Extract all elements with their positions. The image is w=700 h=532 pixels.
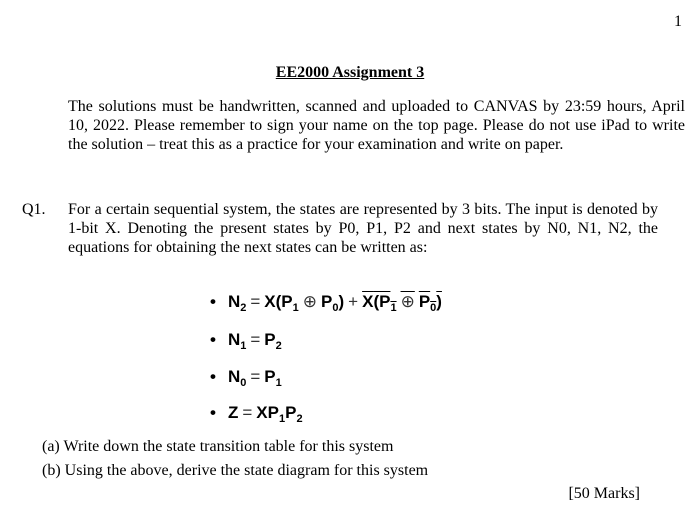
eq-sub: 1: [278, 413, 286, 425]
eq-sign: =: [250, 292, 261, 311]
xor-symbol: ⊕: [400, 292, 415, 311]
part-label: (b): [42, 462, 61, 479]
eq-lhs: Z: [227, 403, 239, 422]
eq-sign: =: [250, 330, 261, 349]
eq-term: XP: [256, 403, 279, 422]
question-part-b: [42, 461, 428, 480]
equation-n1: [210, 330, 282, 350]
eq-term: P: [285, 403, 297, 422]
eq-lhs: N: [227, 330, 241, 349]
bullet: •: [210, 403, 216, 422]
eq-term: P: [264, 367, 276, 386]
eq-sub: 1: [390, 302, 397, 314]
eq-sub: 0: [240, 377, 247, 389]
eq-term: (P: [373, 292, 391, 311]
eq-sub: 0: [332, 302, 339, 314]
eq-sign: =: [242, 403, 253, 422]
part-label: (a): [42, 438, 60, 455]
complement-term: [373, 292, 442, 314]
eq-paren: ): [436, 292, 442, 311]
question-part-a: [42, 437, 393, 456]
eq-sub: 1: [275, 377, 282, 389]
xor-symbol: ⊕: [302, 292, 318, 311]
marks-label: [50 Marks]: [568, 485, 640, 502]
assignment-title: EE2000 Assignment 3: [275, 64, 425, 81]
plus-sign: +: [348, 292, 359, 311]
eq-term: P: [321, 292, 333, 311]
eq-sub: 1: [240, 340, 247, 352]
equation-n2: [210, 292, 442, 312]
eq-lhs: N: [227, 367, 241, 386]
eq-term: X(P: [264, 292, 293, 311]
eq-sign: =: [250, 367, 261, 386]
question-label: Q1.: [22, 201, 46, 218]
part-text: Using the above, derive the state diagram for this system: [64, 462, 429, 479]
equation-z: [210, 403, 303, 423]
eq-sub: 2: [240, 302, 247, 314]
eq-term: $\overline{X}$: [362, 292, 374, 311]
eq-sub: 2: [275, 340, 282, 352]
eq-sub: 0: [430, 302, 437, 314]
part-text: Write down the state transition table for this system: [63, 438, 394, 455]
bullet: •: [210, 292, 216, 311]
bullet: •: [210, 330, 216, 349]
eq-paren: ): [338, 292, 345, 311]
bullet: •: [210, 367, 216, 386]
eq-lhs: N: [227, 292, 241, 311]
eq-term: P: [418, 292, 431, 311]
eq-sub: 2: [296, 413, 303, 425]
eq-sub: 1: [292, 302, 299, 314]
complement-term: [362, 292, 373, 311]
page-number: 1: [674, 13, 682, 30]
instructions-paragraph: The solutions must be handwritten, scanned and uploaded to CANVAS by 23:59 hours, April 10, 2022. Please remember to sign your name on the top page. Please do not use iPad to write the solution – treat this as a practice for your examination and write on paper.: [68, 98, 685, 153]
eq-term: P: [264, 330, 276, 349]
equation-n0: [210, 367, 282, 387]
question-text: For a certain sequential system, the states are represented by 3 bits. The input is denoted by 1-bit X. Denoting the present states by P0, P1, P2 and next states by N0, N1, N2, the equations for obtaining the next states can be written as:: [68, 201, 658, 256]
